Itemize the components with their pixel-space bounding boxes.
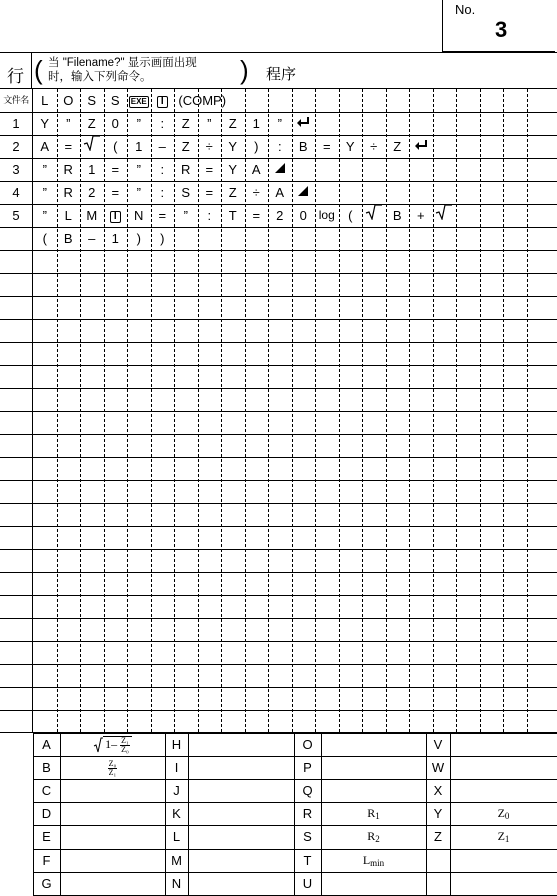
- variable-value: [321, 733, 426, 756]
- program-cell: 2: [88, 185, 96, 200]
- variable-value: [450, 756, 557, 779]
- row-number: 1: [12, 116, 20, 131]
- variable-name: E: [42, 829, 51, 845]
- sqrt-key-icon: [433, 204, 457, 227]
- variable-name: P: [303, 760, 312, 776]
- program-cell: O: [63, 93, 74, 108]
- return-key-icon: [292, 112, 316, 135]
- program-cell: :: [160, 116, 165, 131]
- variable-name: I: [174, 760, 179, 776]
- program-cell: S: [110, 93, 120, 108]
- grid-row-line: [0, 388, 557, 389]
- program-cell: 0: [111, 116, 119, 131]
- program-cell: Y: [345, 139, 355, 154]
- i-key-icon: I: [104, 204, 128, 227]
- right-paren: ): [240, 55, 249, 85]
- grid-row-line: [0, 480, 557, 481]
- variable-name: H: [171, 737, 182, 752]
- program-row: [0, 181, 557, 204]
- variable-name: M: [171, 852, 182, 868]
- program-cell: Z: [181, 116, 190, 131]
- program-cell: 1: [111, 231, 119, 246]
- variable-value: [60, 779, 165, 802]
- grid-row-line: [0, 503, 557, 504]
- row-number: 5: [12, 208, 20, 223]
- variable-value: [450, 779, 557, 802]
- program-cell: A: [275, 185, 285, 200]
- grid-row-line: [0, 319, 557, 320]
- program-cell: (COMP): [178, 93, 227, 108]
- grid-row-line: [0, 273, 557, 274]
- program-cell: ”: [66, 116, 71, 131]
- program-cell: B: [63, 231, 73, 246]
- grid-row-line: [0, 595, 557, 596]
- program-cell: =: [252, 208, 261, 223]
- program-cell: B: [298, 139, 308, 154]
- program-cell: (: [113, 139, 118, 154]
- variable-name: A: [42, 737, 51, 752]
- return-key-icon: [409, 135, 433, 158]
- program-cell: ): [254, 139, 259, 154]
- variable-value: [188, 872, 294, 895]
- variable-name: O: [302, 737, 313, 752]
- variable-value: Z1: [497, 829, 510, 845]
- program-cell: ”: [207, 116, 212, 131]
- grid-row-line: [0, 687, 557, 688]
- variable-value: [321, 756, 426, 779]
- variable-value: $\frac{\text{Z₀}}{\text{Z₁}}$: [108, 758, 117, 777]
- program-cell: =: [111, 162, 120, 177]
- program-cell: ”: [42, 208, 47, 223]
- program-cell: Z: [181, 139, 190, 154]
- variable-name: G: [41, 875, 52, 891]
- program-cell: S: [181, 185, 191, 200]
- note-line-2: 时，输入下列命令。: [48, 71, 152, 83]
- program-cell: +: [416, 208, 425, 223]
- program-row: [0, 204, 557, 227]
- variable-value: 1– $\frac{\text{Z₁}}{\text{Z₀}}$: [60, 733, 165, 756]
- row-number: 4: [12, 185, 20, 200]
- filename-note: [48, 56, 197, 84]
- left-paren: (: [34, 55, 43, 85]
- program-row: [0, 135, 557, 158]
- page-number-value: 3: [495, 17, 508, 42]
- program-cell: Y: [40, 116, 50, 131]
- program-cell: L: [64, 208, 72, 223]
- variable-name: F: [42, 852, 51, 868]
- variable-name: Z: [434, 829, 442, 845]
- variable-value: [60, 849, 165, 872]
- note-line-1: 当 "Filename?" 显示画面出现: [48, 57, 197, 69]
- grid-row-line: [0, 549, 557, 550]
- program-cell: ”: [42, 185, 47, 200]
- program-cell: =: [158, 208, 167, 223]
- variable-value: [60, 825, 165, 848]
- variable-name: T: [303, 852, 312, 868]
- program-cell: =: [205, 162, 214, 177]
- variable-value: [188, 756, 294, 779]
- program-cell: log: [318, 208, 335, 222]
- row-number: 文件名: [3, 95, 29, 105]
- variable-name: K: [172, 806, 181, 822]
- program-cell: Y: [228, 162, 238, 177]
- variable-name: S: [303, 829, 312, 845]
- program-cell: =: [322, 139, 331, 154]
- program-cell: ): [136, 231, 141, 246]
- variable-name: W: [431, 760, 445, 776]
- program-cell: T: [228, 208, 237, 223]
- grid-row-line: [0, 411, 557, 412]
- program-cell: Z: [228, 185, 237, 200]
- program-cell: B: [392, 208, 402, 223]
- variable-value: Lmin: [362, 852, 385, 868]
- row-number: 3: [12, 162, 20, 177]
- variable-value: R2: [367, 829, 380, 845]
- program-cell: Y: [228, 139, 238, 154]
- grid-row-line: [0, 250, 557, 251]
- program-cell: ÷: [370, 139, 378, 154]
- program-cell: R: [181, 162, 191, 177]
- program-cell: N: [134, 208, 144, 223]
- variable-name: N: [171, 875, 182, 891]
- grid-row-line: [0, 572, 557, 573]
- program-cell: :: [160, 185, 165, 200]
- variable-value: R1: [367, 806, 380, 822]
- program-cell: 2: [276, 208, 284, 223]
- program-cell: =: [111, 185, 120, 200]
- program-cell: 0: [299, 208, 307, 223]
- page-number-box: [442, 0, 555, 52]
- variable-value: [188, 802, 294, 825]
- program-cell: 1: [88, 162, 96, 177]
- program-row: [0, 227, 557, 250]
- variable-table: [0, 732, 557, 895]
- header-divider: [31, 53, 32, 89]
- i-key-icon: I: [151, 89, 175, 112]
- program-cell: Z: [393, 139, 402, 154]
- grid-row-line: [0, 664, 557, 665]
- grid-row-line: [0, 365, 557, 366]
- program-cell: S: [87, 93, 97, 108]
- page-number-label: No.: [455, 2, 476, 17]
- program-cell: =: [64, 139, 73, 154]
- program-cell: Z: [87, 116, 96, 131]
- program-cell: 1: [252, 116, 260, 131]
- variable-name: D: [41, 806, 52, 822]
- display-triangle-icon: [292, 181, 316, 204]
- program-cell: ”: [136, 185, 141, 200]
- variable-value: [188, 733, 294, 756]
- variable-value: [188, 825, 294, 848]
- variable-name: X: [433, 783, 443, 799]
- program-cell: ”: [136, 162, 141, 177]
- variable-value: [60, 802, 165, 825]
- program-cell: (: [42, 231, 47, 246]
- program-title: 程序: [266, 66, 297, 83]
- program-cell: ): [160, 231, 165, 246]
- variable-name: B: [42, 760, 51, 776]
- variable-name: J: [173, 783, 180, 799]
- row-column-label: 行: [7, 67, 24, 86]
- program-cell: R: [63, 162, 73, 177]
- row-number: [0, 227, 32, 250]
- variable-name: V: [433, 737, 443, 752]
- program-cell: :: [160, 162, 165, 177]
- variable-value: [188, 849, 294, 872]
- program-cell: A: [40, 139, 50, 154]
- variable-name: Y: [433, 806, 443, 822]
- display-triangle-icon: [268, 158, 292, 181]
- variable-value: [321, 872, 426, 895]
- program-cell: ÷: [205, 139, 213, 154]
- grid-row-line: [0, 641, 557, 642]
- program-row: [0, 112, 557, 135]
- program-cell: R: [63, 185, 73, 200]
- program-cell: ”: [136, 116, 141, 131]
- program-cell: Z: [228, 116, 237, 131]
- program-cell: (: [348, 208, 353, 223]
- grid-row-line: [0, 434, 557, 435]
- program-cell: –: [158, 139, 166, 154]
- program-grid: [0, 89, 557, 732]
- program-cell: ”: [42, 162, 47, 177]
- grid-row-line: [0, 457, 557, 458]
- row-number: 2: [12, 139, 20, 154]
- exe-key-icon: EXE: [130, 96, 147, 106]
- variable-name: C: [41, 783, 52, 799]
- program-cell: ÷: [252, 185, 260, 200]
- grid-row-line: [0, 526, 557, 527]
- grid-row-line: [0, 710, 557, 711]
- program-cell: 1: [135, 139, 143, 154]
- variable-value: [321, 779, 426, 802]
- variable-name: Q: [302, 783, 313, 799]
- program-cell: A: [251, 162, 261, 177]
- program-cell: L: [41, 93, 49, 108]
- grid-row-line: [0, 342, 557, 343]
- program-cell: M: [86, 208, 98, 223]
- program-cell: ”: [183, 208, 188, 223]
- variable-name: U: [302, 875, 313, 891]
- variable-name: R: [302, 806, 313, 822]
- program-cell: :: [277, 139, 282, 154]
- sheet-header: [0, 52, 557, 89]
- variable-value: [188, 779, 294, 802]
- grid-row-line: [0, 296, 557, 297]
- program-cell: –: [88, 231, 96, 246]
- sqrt-key-icon: [80, 135, 104, 158]
- variable-value: Z0: [497, 806, 510, 822]
- variable-value: [60, 872, 165, 895]
- sqrt-key-icon: [362, 204, 386, 227]
- variable-value: [450, 733, 557, 756]
- program-row: [0, 89, 557, 112]
- program-cell: =: [205, 185, 214, 200]
- program-cell: :: [207, 208, 212, 223]
- program-row: [0, 158, 557, 181]
- program-cell: ”: [277, 116, 282, 131]
- grid-row-line: [0, 618, 557, 619]
- variable-name: L: [172, 829, 181, 845]
